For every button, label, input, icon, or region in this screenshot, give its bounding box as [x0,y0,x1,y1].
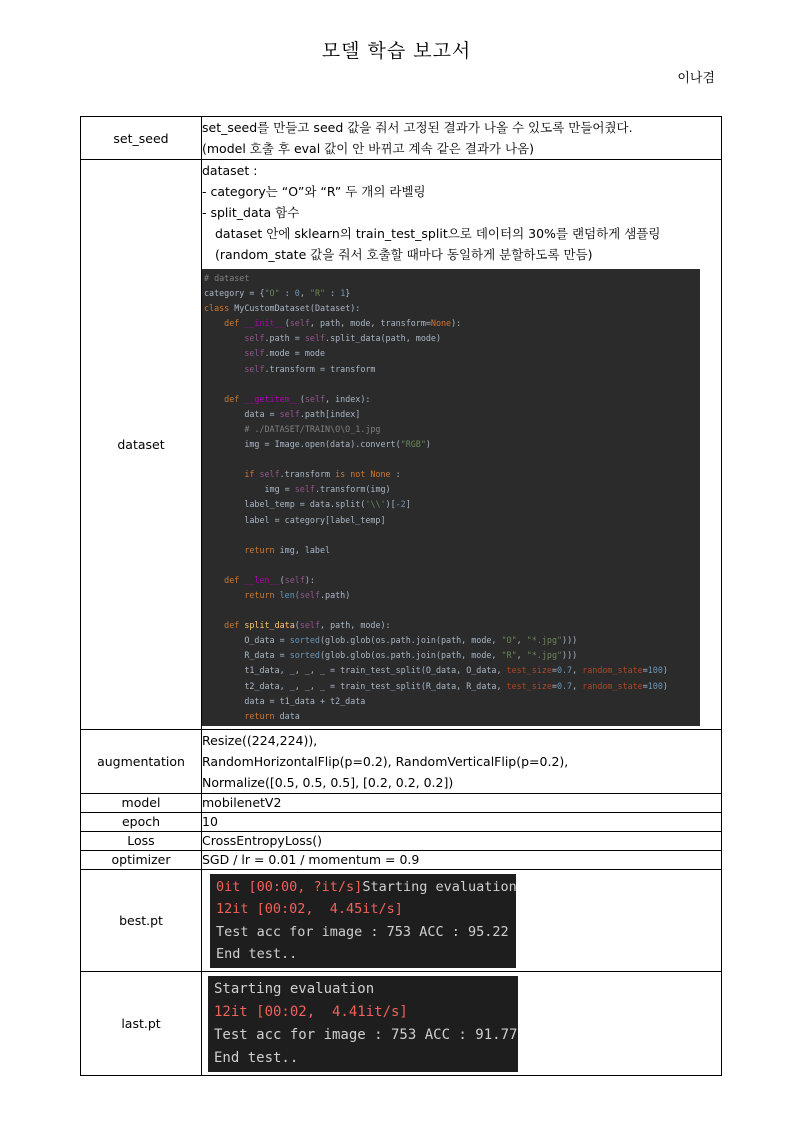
row-epoch [81,812,722,831]
text-line: set_seed를 만들고 seed 값을 줘서 고정된 결과가 나올 수 있도록 만들어줬다. [202,120,633,135]
row-augmentation [81,729,722,793]
code-line [204,528,696,543]
code-line: img = Image.open(data).convert("RGB") [204,439,431,450]
label-last-pt: last.pt [81,971,202,1075]
terminal-output [210,874,516,968]
value-optimizer: SGD / lr = 0.01 / momentum = 0.9 [202,850,722,869]
terminal-output [208,976,518,1072]
content-best-pt [202,869,722,971]
label-dataset: dataset [81,160,202,730]
label-loss: Loss [81,831,202,850]
label-augmentation: augmentation [81,729,202,793]
terminal-line: Starting evaluation [214,980,375,997]
row-model [81,793,722,812]
value-epoch: 10 [202,812,722,831]
author-name: 이나겸 [677,71,715,86]
row-dataset [81,160,722,730]
code-line: data = self.path[index] [204,408,361,419]
report-table [80,116,722,1076]
content-augmentation [202,729,722,793]
code-line: data = t1_data + t2_data [204,695,366,706]
terminal-line: 12it [00:02, 4.41it/s] [214,1003,408,1020]
content-last-pt [202,971,722,1075]
terminal-line: Test acc for image : 753 ACC : 95.22 [216,923,509,940]
content-dataset [202,160,722,730]
code-line: def __init__(self, path, mode, transform=None): [204,318,462,329]
terminal-line: End test.. [216,946,298,963]
code-line [204,452,696,467]
label-set-seed: set_seed [81,117,202,160]
text-line: RandomHorizontalFlip(p=0.2), RandomVerticalFlip(p=0.2), [202,753,569,769]
code-line: def split_data(self, path, mode): [204,620,391,631]
label-epoch: epoch [81,812,202,831]
terminal-line: 0it [00:00, ?it/s]Starting evaluation [216,878,517,895]
code-line: class MyCustomDataset(Dataset): [204,303,361,314]
label-optimizer: optimizer [81,850,202,869]
code-block [202,269,700,726]
code-line [204,558,696,573]
code-line: return data [204,710,300,721]
text-line: - category는 “O”와 “R” 두 개의 라벨링 [202,184,426,199]
text-line: Resize((224,224)), [202,732,318,748]
row-optimizer [81,850,722,869]
code-line: R_data = sorted(glob.glob(os.path.join(path, mode, "R", "*.jpg"))) [204,650,578,661]
code-line: category = {"O" : 0, "R" : 1} [204,288,351,299]
code-line: if self.transform is not None : [204,469,401,480]
value-model: mobilenetV2 [202,793,722,812]
code-line: self.path = self.split_data(path, mode) [244,333,442,344]
row-best-pt [81,869,722,971]
code-line: self.transform = transform [244,363,376,374]
text-line: - split_data 함수 [202,205,300,220]
code-line [204,603,696,618]
text-line: (model 호출 후 eval 값이 안 바뀌고 계속 같은 결과가 나옴) [202,141,534,156]
code-line: # ./DATASET/TRAIN\O\O_1.jpg [204,423,381,434]
label-best-pt: best.pt [81,869,202,971]
row-set-seed [81,117,722,160]
code-line: t2_data, _, _, _ = train_test_split(R_data, R_data, test_size=0.7, random_state=100) [204,680,668,691]
content-set-seed [202,117,722,160]
text-line: dataset 안에 sklearn의 train_test_split으로 데이터의 30%를 랜덤하게 샘플링 [215,226,661,241]
row-last-pt [81,971,722,1075]
code-line: self.mode = mode [244,348,326,359]
value-loss: CrossEntropyLoss() [202,831,722,850]
code-line: # dataset [204,273,250,283]
code-line: label_temp = data.split('\\')[-2] [204,499,411,510]
code-line: return len(self.path) [204,589,351,600]
label-model: model [81,793,202,812]
terminal-line: 12it [00:02, 4.45it/s] [216,901,403,918]
text-line: (random_state 값을 줘서 호출할 때마다 동일하게 분할하도록 만듬) [215,247,593,262]
code-line: t1_data, _, _, _ = train_test_split(O_data, O_data, test_size=0.7, random_state=100) [204,665,668,676]
document-title: 모델 학습 보고서 [321,40,472,62]
code-line: return img, label [204,544,331,555]
code-line [204,377,696,392]
code-line: def __getitem__(self, index): [204,393,371,404]
text-line: dataset : [202,163,258,178]
code-line: def __len__(self): [204,574,315,585]
terminal-line: End test.. [214,1049,299,1066]
text-line: Normalize([0.5, 0.5, 0.5], [0.2, 0.2, 0.2]) [202,774,454,790]
row-loss [81,831,722,850]
terminal-line: Test acc for image : 753 ACC : 91.77 [214,1026,518,1043]
code-line: O_data = sorted(glob.glob(os.path.join(path, mode, "O", "*.jpg"))) [204,635,578,646]
code-line: label = category[label_temp] [204,514,386,525]
code-line: img = self.transform(img) [204,484,391,495]
